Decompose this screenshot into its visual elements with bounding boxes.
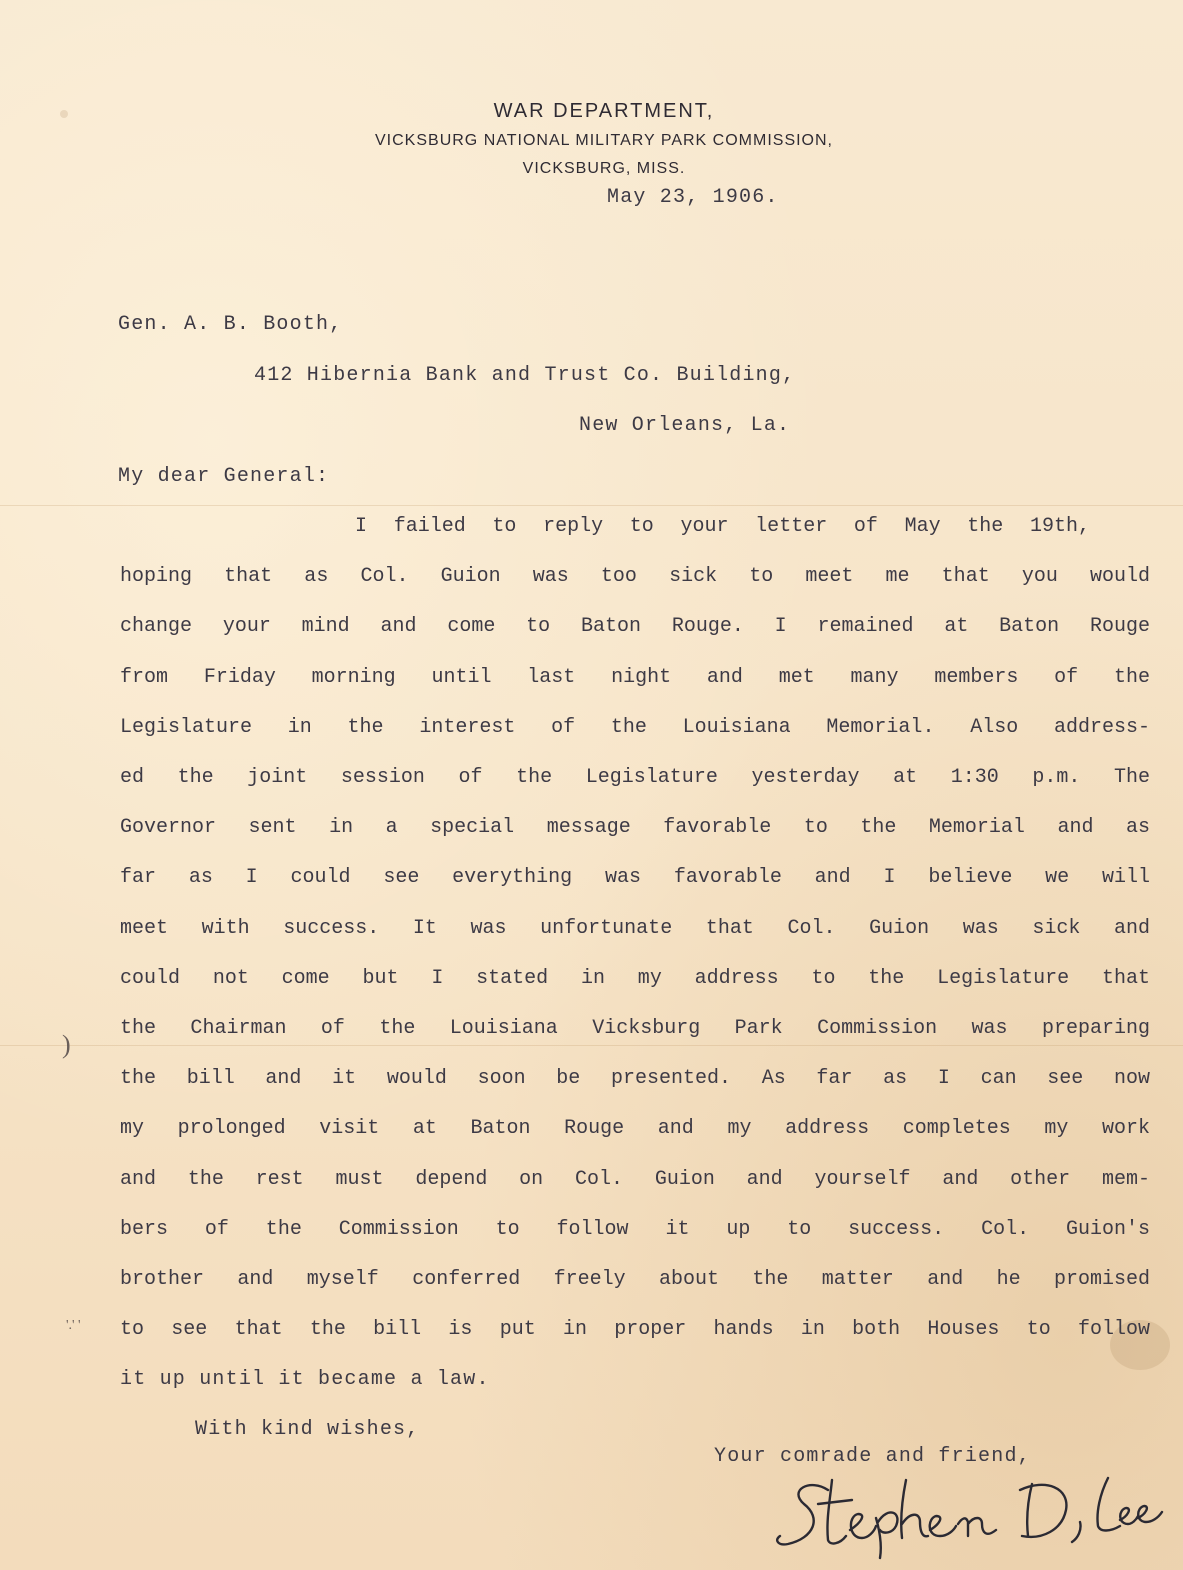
body-line: Legislature in the interest of the Louisiana Memorial. Also address- xyxy=(120,716,1150,739)
body-line: bers of the Commission to follow it up to success. Col. Guion's xyxy=(120,1218,1150,1241)
body-line: Governor sent in a special message favorable to the Memorial and as xyxy=(120,816,1150,839)
paper-fold-line xyxy=(0,505,1183,506)
margin-pencil-mark: '.' ' xyxy=(66,1318,81,1333)
body-line: far as I could see everything was favorable and I believe we will xyxy=(120,866,1150,889)
body-line: meet with success. It was unfortunate that Col. Guion was sick and xyxy=(120,917,1150,940)
recipient-city: New Orleans, La. xyxy=(579,414,791,437)
body-line: and the rest must depend on Col. Guion and yourself and other mem- xyxy=(120,1168,1150,1191)
margin-pencil-mark: ) xyxy=(62,1030,71,1059)
recipient-name: Gen. A. B. Booth, xyxy=(118,313,343,336)
body-line: could not come but I stated in my address to the Legislature that xyxy=(120,967,1150,990)
letterhead-department: WAR DEPARTMENT, xyxy=(493,100,715,122)
recipient-street: 412 Hibernia Bank and Trust Co. Building, xyxy=(254,364,796,387)
body-line: to see that the bill is put in proper hands in both Houses to follow xyxy=(120,1318,1150,1341)
body-line: it up until it became a law. xyxy=(120,1368,490,1391)
body-line: ed the joint session of the Legislature yesterday at 1:30 p.m. The xyxy=(120,766,1150,789)
letterhead-location: VICKSBURG, MISS. xyxy=(522,160,686,177)
body-line: change your mind and come to Baton Rouge. I remained at Baton Rouge xyxy=(120,615,1150,638)
body-line: from Friday morning until last night and met many members of the xyxy=(120,666,1150,689)
salutation: My dear General: xyxy=(118,465,330,488)
valediction: Your comrade and friend, xyxy=(714,1445,1031,1468)
body-line: brother and myself conferred freely about the matter and he promised xyxy=(120,1268,1150,1291)
body-line: the bill and it would soon be presented. As far as I can see now xyxy=(120,1067,1150,1090)
letter-date: May 23, 1906. xyxy=(607,186,779,209)
paper-fold-line xyxy=(0,1045,1183,1046)
handwritten-signature xyxy=(770,1460,1170,1560)
letterhead-commission: VICKSBURG NATIONAL MILITARY PARK COMMISSION, xyxy=(375,132,833,149)
body-line: the Chairman of the Louisiana Vicksburg Park Commission was preparing xyxy=(120,1017,1150,1040)
closing-wishes: With kind wishes, xyxy=(195,1418,420,1441)
body-line: I failed to reply to your letter of May the 19th, xyxy=(355,515,1090,538)
body-line: my prolonged visit at Baton Rouge and my address completes my work xyxy=(120,1117,1150,1140)
body-line: hoping that as Col. Guion was too sick to meet me that you would xyxy=(120,565,1150,588)
